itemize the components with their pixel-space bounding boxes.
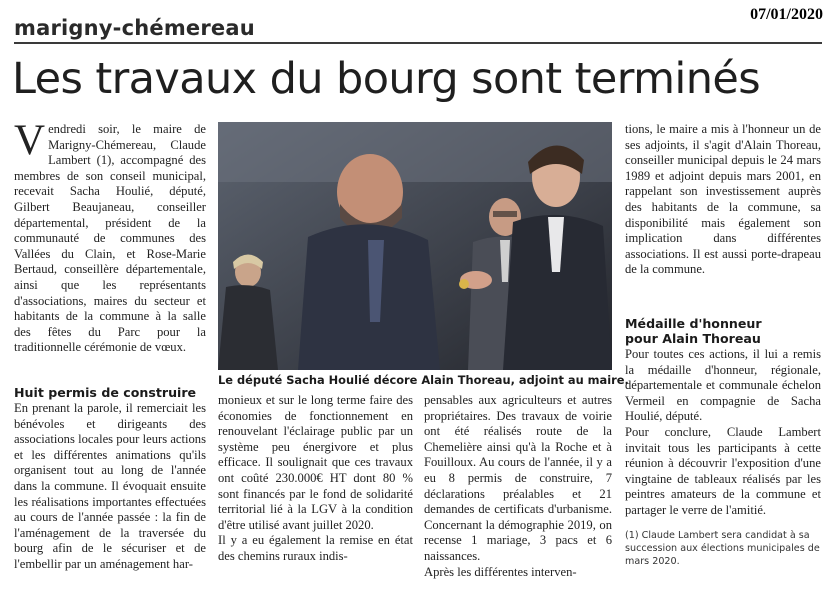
section-rule (14, 42, 822, 44)
section-title: marigny-chémereau (14, 16, 255, 40)
column-4 (625, 122, 821, 278)
col3-paragraph-2: Après les différentes interven- (424, 564, 577, 579)
body-paragraph: En prenant la parole, il remerciait les bénévoles et dirigeants des associations locales pour leurs actions et les différentes animations qu'ils organisent tout au long de l'année dans la commune. Il évoquait ensuite les réalisations importantes effectuées au cours de l'année passée : la fin de l'aménagement de la traversée du bourg afin de le sécuriser et de l'embellir par un aménagement har- (14, 401, 206, 571)
column-1-body (14, 401, 206, 573)
intro-text: endredi soir, le maire de Marigny-Chémereau, Claude Lambert (1), accompagné des membres de son conseil municipal, recevait Sacha Houlié, député, Gilbert Beaujaneau, conseiller départemental, président de la communauté de communes des Vallées du Clain, et Rose-Marie Bertaud, conseillère départementale, ainsi que les représentants d'associations, maires du secteur et habitants de la commune à la salle des fêtes du Parc pour la traditionnelle cérémonie de vœux. (14, 122, 206, 355)
col4-paragraph-1: tions, le maire a mis à l'honneur un de ses adjoints, il s'agit d'Alain Thoreau, conseiller municipal depuis le 24 mars 1989 et adjoint depuis mars 2001, en rappelant son investissement auprès des habitants de la commune, sa disponibilité mais également son implication dans différentes associations. Il est aussi porte-drapeau de la commune. (625, 122, 821, 277)
col3-paragraph-1: pensables aux agriculteurs et autres propriétaires. Des travaux de voirie ont été réalisés route de la Chemelière ainsi qu'à la Roche et à Fouilloux. Au cours de l'année, il y a eu 8 permis de construire, 7 déclarations préalables et 21 demandes de certificats d'urbanisme. Concernant la démographie 2019, on recense 1 mariage, 3 pacs et 6 naissances. (424, 393, 612, 563)
intro-paragraph (14, 117, 206, 356)
column-1 (14, 117, 206, 356)
subhead-medaille (625, 316, 762, 346)
photo-caption: Le député Sacha Houlié décore Alain Thoreau, adjoint au maire. (218, 373, 629, 387)
col2-paragraph-1: monieux et sur le long terme faire des économies de fonctionnement en renouvelant l'éclairage public par un système peu énergivore et plus efficace. Il soulignait que ces travaux ont coûté 230.000€ HT dont 80 % sont financés par le fond de solidarité territorial lié à la LGV à la condition d'être utilisé avant juillet 2020. (218, 393, 413, 532)
article-photo (218, 122, 612, 370)
column-4-body (625, 347, 821, 568)
subhead-medaille-line-1: Médaille d'honneur (625, 316, 762, 331)
subhead-permis: Huit permis de construire (14, 385, 197, 400)
column-3 (424, 393, 612, 580)
col2-paragraph-2: Il y a eu également la remise en état des chemins ruraux indis- (218, 533, 413, 563)
col4-paragraph-2: Pour toutes ces actions, il lui a remis la médaille d'honneur, régionale, départementale et communale échelon Vermeil en compagnie de Sacha Houlié, député. (625, 347, 821, 424)
publication-date: 07/01/2020 (750, 6, 823, 23)
col4-paragraph-3: Pour conclure, Claude Lambert invitait tous les participants à cette réunion à découvrir l'exposition d'une vingtaine de tableaux réalisés par les peintres amateurs de la commune et partager le verre de l'amitié. (625, 424, 821, 517)
headline: Les travaux du bourg sont terminés (12, 54, 761, 104)
footnote: (1) Claude Lambert sera candidat à sa succession aux élections municipales de mars 2020. (625, 529, 820, 567)
photo-illustration (218, 122, 612, 370)
subhead-medaille-line-2: pour Alain Thoreau (625, 331, 761, 346)
dropcap: V (14, 117, 46, 164)
column-2 (218, 393, 413, 565)
